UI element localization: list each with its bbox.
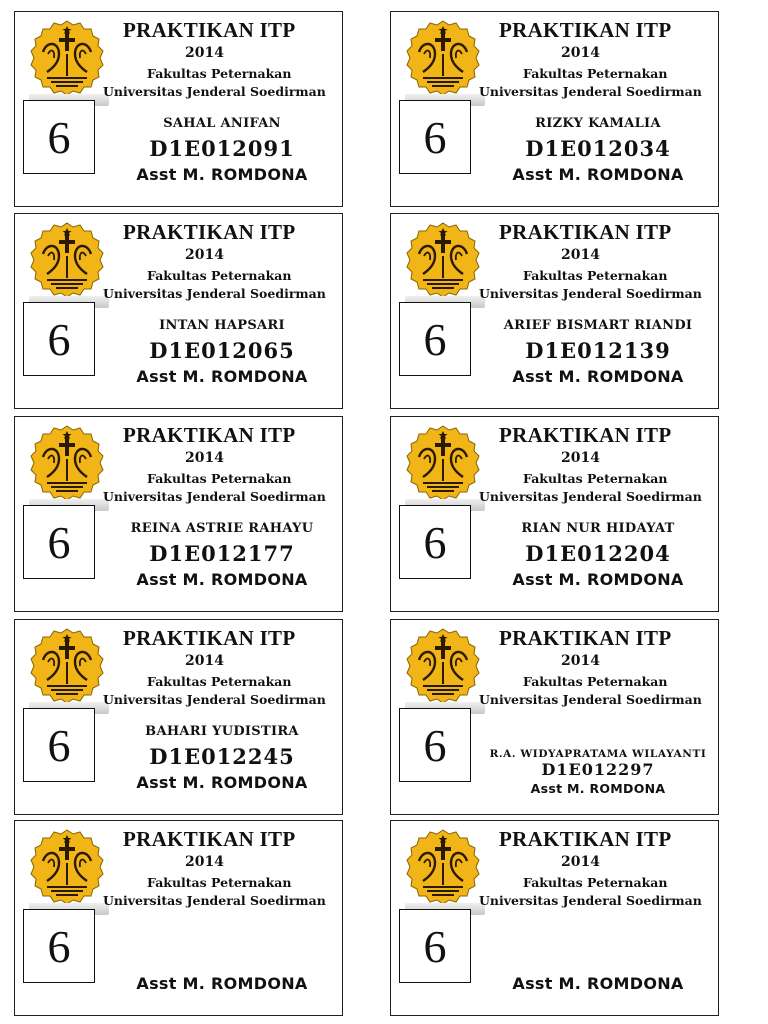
university-logo-icon <box>29 423 105 503</box>
group-number-box <box>23 302 95 376</box>
card-year: 2014 <box>561 854 600 870</box>
assistant-name: Asst M. ROMDONA <box>136 367 308 386</box>
faculty-name: Fakultas Peternakan <box>147 674 292 689</box>
group-number-box <box>399 708 471 782</box>
card-year: 2014 <box>185 247 224 263</box>
card-year: 2014 <box>561 450 600 466</box>
university-name: Universitas Jenderal Soedirman <box>479 84 702 99</box>
assistant-name: Asst M. ROMDONA <box>136 570 308 589</box>
group-number: 6 <box>423 516 447 568</box>
group-number-box <box>23 708 95 782</box>
card-title: PRAKTIKAN ITP <box>123 18 296 42</box>
participant-nim: D1E012034 <box>525 136 671 161</box>
participant-name: R.A. WIDYAPRATAMA WILAYANTI <box>489 748 707 760</box>
card-title: PRAKTIKAN ITP <box>123 220 296 244</box>
card-year: 2014 <box>185 854 224 870</box>
group-number: 6 <box>423 111 447 163</box>
assistant-name: Asst M. ROMDONA <box>136 165 308 184</box>
university-name: Universitas Jenderal Soedirman <box>103 84 326 99</box>
participant-name: RIAN NUR HIDAYAT <box>521 521 675 536</box>
name-tag-card <box>14 11 343 207</box>
participant-name: RIZKY KAMALIA <box>535 116 661 131</box>
card-year: 2014 <box>561 653 600 669</box>
assistant-name: Asst M. ROMDONA <box>136 974 308 993</box>
participant-nim: D1E012091 <box>149 136 295 161</box>
participant-nim: D1E012245 <box>149 744 295 769</box>
card-year: 2014 <box>185 450 224 466</box>
assistant-name: Asst M. ROMDONA <box>530 781 666 796</box>
participant-nim: D1E012297 <box>541 760 655 779</box>
name-tag-card <box>390 416 719 612</box>
card-year: 2014 <box>561 45 600 61</box>
participant-nim: D1E012139 <box>525 338 671 363</box>
name-tag-card <box>14 416 343 612</box>
group-number: 6 <box>423 313 447 365</box>
card-title: PRAKTIKAN ITP <box>499 423 672 447</box>
group-number: 6 <box>47 719 71 771</box>
university-name: Universitas Jenderal Soedirman <box>103 893 326 908</box>
group-number-box <box>23 100 95 174</box>
assistant-name: Asst M. ROMDONA <box>136 773 308 792</box>
name-tag-card <box>390 213 719 409</box>
name-tag-card <box>14 619 343 815</box>
card-title: PRAKTIKAN ITP <box>499 827 672 851</box>
university-name: Universitas Jenderal Soedirman <box>479 286 702 301</box>
group-number-box <box>399 505 471 579</box>
group-number-box <box>23 909 95 983</box>
faculty-name: Fakultas Peternakan <box>523 268 668 283</box>
participant-nim: D1E012177 <box>149 541 295 566</box>
university-name: Universitas Jenderal Soedirman <box>103 489 326 504</box>
faculty-name: Fakultas Peternakan <box>523 875 668 890</box>
university-logo-icon <box>29 626 105 706</box>
card-title: PRAKTIKAN ITP <box>499 18 672 42</box>
faculty-name: Fakultas Peternakan <box>523 674 668 689</box>
group-number: 6 <box>47 111 71 163</box>
group-number-box <box>23 505 95 579</box>
group-number: 6 <box>423 920 447 972</box>
name-tag-card <box>14 213 343 409</box>
university-logo-icon <box>405 626 481 706</box>
group-number: 6 <box>423 719 447 771</box>
group-number: 6 <box>47 313 71 365</box>
group-number: 6 <box>47 920 71 972</box>
participant-name: INTAN HAPSARI <box>159 318 285 333</box>
university-logo-icon <box>405 220 481 300</box>
university-name: Universitas Jenderal Soedirman <box>103 692 326 707</box>
card-title: PRAKTIKAN ITP <box>123 626 296 650</box>
university-logo-icon <box>405 18 481 98</box>
participant-nim: D1E012065 <box>149 338 295 363</box>
assistant-name: Asst M. ROMDONA <box>512 974 684 993</box>
faculty-name: Fakultas Peternakan <box>523 66 668 81</box>
name-tag-card <box>390 11 719 207</box>
card-year: 2014 <box>185 653 224 669</box>
card-title: PRAKTIKAN ITP <box>499 220 672 244</box>
university-logo-icon <box>29 18 105 98</box>
assistant-name: Asst M. ROMDONA <box>512 570 684 589</box>
assistant-name: Asst M. ROMDONA <box>512 367 684 386</box>
name-tag-card <box>14 820 343 1016</box>
university-logo-icon <box>29 827 105 907</box>
university-logo-icon <box>29 220 105 300</box>
faculty-name: Fakultas Peternakan <box>147 268 292 283</box>
card-title: PRAKTIKAN ITP <box>123 423 296 447</box>
university-name: Universitas Jenderal Soedirman <box>479 692 702 707</box>
university-name: Universitas Jenderal Soedirman <box>479 893 702 908</box>
faculty-name: Fakultas Peternakan <box>147 471 292 486</box>
faculty-name: Fakultas Peternakan <box>523 471 668 486</box>
card-title: PRAKTIKAN ITP <box>499 626 672 650</box>
name-tag-card <box>390 820 719 1016</box>
assistant-name: Asst M. ROMDONA <box>512 165 684 184</box>
group-number-box <box>399 909 471 983</box>
group-number-box <box>399 302 471 376</box>
name-tag-card <box>390 619 719 815</box>
faculty-name: Fakultas Peternakan <box>147 66 292 81</box>
university-logo-icon <box>405 827 481 907</box>
faculty-name: Fakultas Peternakan <box>147 875 292 890</box>
card-title: PRAKTIKAN ITP <box>123 827 296 851</box>
university-logo-icon <box>405 423 481 503</box>
group-number-box <box>399 100 471 174</box>
university-name: Universitas Jenderal Soedirman <box>103 286 326 301</box>
participant-name: SAHAL ANIFAN <box>163 116 281 131</box>
participant-name: BAHARI YUDISTIRA <box>145 724 299 739</box>
participant-name: REINA ASTRIE RAHAYU <box>130 521 314 536</box>
participant-nim: D1E012204 <box>525 541 671 566</box>
participant-name: ARIEF BISMART RIANDI <box>503 318 693 333</box>
university-name: Universitas Jenderal Soedirman <box>479 489 702 504</box>
card-year: 2014 <box>185 45 224 61</box>
group-number: 6 <box>47 516 71 568</box>
card-year: 2014 <box>561 247 600 263</box>
